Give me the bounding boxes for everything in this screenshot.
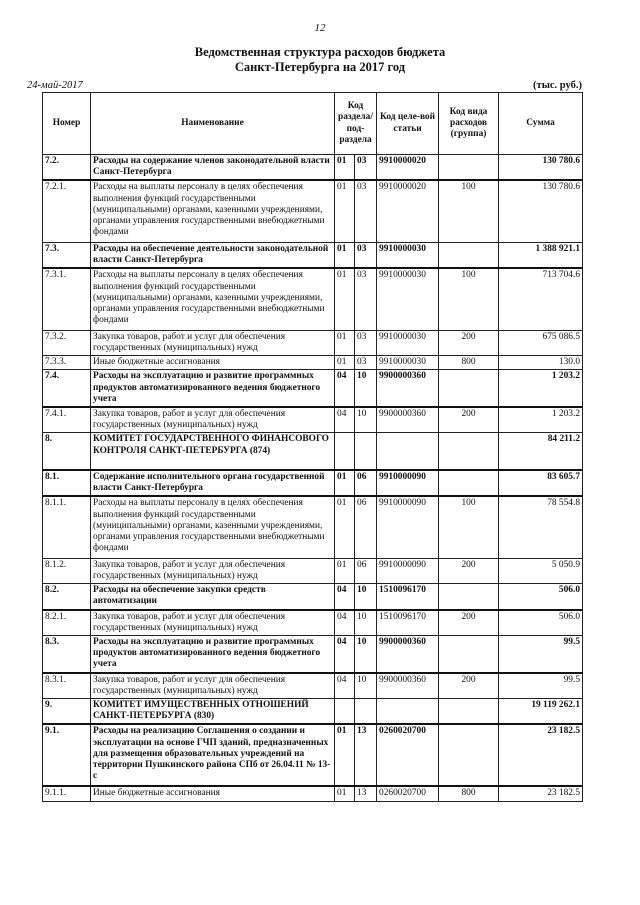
document-title xyxy=(0,45,640,75)
row-section: 01 xyxy=(335,356,355,370)
row-number: 8.3.1. xyxy=(43,673,91,699)
row-name: Расходы на эксплуатацию и развитие программных продуктов автоматизированного ведения бюджетного учета xyxy=(91,370,335,407)
row-article-code: 1510096170 xyxy=(377,584,439,610)
row-expense-type: 200 xyxy=(439,407,499,433)
row-section: 04 xyxy=(335,673,355,699)
row-name: Расходы на содержание членов законодательной власти Санкт-Петербурга xyxy=(91,155,335,181)
row-number: 8.3. xyxy=(43,636,91,673)
table-row xyxy=(43,330,583,355)
row-sum: 130.0 xyxy=(499,356,583,370)
row-name: Содержание исполнительного органа государственной власти Санкт-Петербурга xyxy=(91,470,335,496)
row-expense-type xyxy=(439,155,499,181)
row-name: Расходы на реализацию Соглашения о создании и эксплуатации на основе ГЧП зданий, предназначенных для размещения образовательных учреждений на территории Пушкинского района СПб от 26.04.11 № 13-с xyxy=(91,724,335,786)
row-subsection: 13 xyxy=(355,786,377,801)
row-article-code: 9910000030 xyxy=(377,268,439,330)
row-article-code xyxy=(377,699,439,725)
row-sum: 130 780.6 xyxy=(499,180,583,242)
row-subsection: 13 xyxy=(355,724,377,786)
row-article-code: 9910000020 xyxy=(377,155,439,181)
table-row xyxy=(43,673,583,699)
row-subsection xyxy=(355,433,377,470)
row-section: 01 xyxy=(335,558,355,583)
row-expense-type xyxy=(439,636,499,673)
row-article-code: 9910000090 xyxy=(377,470,439,496)
row-article-code: 9910000020 xyxy=(377,180,439,242)
row-sum: 23 182.5 xyxy=(499,724,583,786)
header-name: Наименование xyxy=(91,93,335,155)
row-sum: 23 182.5 xyxy=(499,786,583,801)
row-article-code: 9910000030 xyxy=(377,356,439,370)
row-number: 7.3.2. xyxy=(43,330,91,355)
row-number: 9. xyxy=(43,699,91,725)
row-number: 7.4. xyxy=(43,370,91,407)
table-row xyxy=(43,370,583,407)
row-subsection: 03 xyxy=(355,356,377,370)
row-section: 01 xyxy=(335,786,355,801)
row-subsection: 03 xyxy=(355,242,377,268)
row-article-code: 0260020700 xyxy=(377,786,439,801)
row-article-code: 9900000360 xyxy=(377,636,439,673)
table-row xyxy=(43,699,583,725)
table-body xyxy=(43,155,583,802)
row-name: Иные бюджетные ассигнования xyxy=(91,356,335,370)
row-subsection: 03 xyxy=(355,180,377,242)
row-number: 8.1. xyxy=(43,470,91,496)
row-name: Расходы на обеспечение деятельности законодательной власти Санкт-Петербурга xyxy=(91,242,335,268)
table-row xyxy=(43,470,583,496)
row-subsection xyxy=(355,699,377,725)
row-name: Иные бюджетные ассигнования xyxy=(91,786,335,801)
row-expense-type: 100 xyxy=(439,180,499,242)
row-sum: 1 203.2 xyxy=(499,370,583,407)
table-row xyxy=(43,558,583,583)
budget-table xyxy=(42,92,583,802)
row-subsection: 06 xyxy=(355,496,377,558)
row-section xyxy=(335,433,355,470)
row-sum: 99.5 xyxy=(499,673,583,699)
table-row xyxy=(43,356,583,370)
row-subsection: 10 xyxy=(355,610,377,636)
row-expense-type xyxy=(439,242,499,268)
header-article: Код целе-вой статьи xyxy=(377,93,439,155)
row-expense-type xyxy=(439,433,499,470)
header-section: Код раздела/ под-раздела xyxy=(335,93,377,155)
row-expense-type: 200 xyxy=(439,673,499,699)
row-name: Закупка товаров, работ и услуг для обеспечения государственных (муниципальных) нужд xyxy=(91,673,335,699)
row-article-code: 1510096170 xyxy=(377,610,439,636)
row-expense-type xyxy=(439,724,499,786)
row-sum: 675 086.5 xyxy=(499,330,583,355)
table-row xyxy=(43,407,583,433)
row-number: 7.2. xyxy=(43,155,91,181)
table-row xyxy=(43,786,583,801)
row-expense-type: 200 xyxy=(439,610,499,636)
row-number: 7.3.3. xyxy=(43,356,91,370)
row-number: 8.2. xyxy=(43,584,91,610)
row-expense-type xyxy=(439,470,499,496)
row-number: 8.2.1. xyxy=(43,610,91,636)
table-row xyxy=(43,636,583,673)
title-line-2: Санкт-Петербурга на 2017 год xyxy=(234,60,406,74)
table-row xyxy=(43,268,583,330)
row-subsection: 06 xyxy=(355,558,377,583)
table-row xyxy=(43,584,583,610)
row-expense-type: 200 xyxy=(439,330,499,355)
table-row xyxy=(43,610,583,636)
row-name: Расходы на выплаты персоналу в целях обеспечения выполнения функций государственными (муниципальными) органами, казенными учреждениями, органами управления государственными внебюджетными фондами xyxy=(91,180,335,242)
row-sum: 713 704.6 xyxy=(499,268,583,330)
header-expense-type: Код вида расходов (группа) xyxy=(439,93,499,155)
row-sum: 84 211.2 xyxy=(499,433,583,470)
table-header-row xyxy=(43,93,583,155)
row-sum: 5 050.9 xyxy=(499,558,583,583)
row-section xyxy=(335,699,355,725)
row-subsection: 10 xyxy=(355,407,377,433)
row-article-code: 9900000360 xyxy=(377,407,439,433)
row-expense-type: 100 xyxy=(439,496,499,558)
row-section: 01 xyxy=(335,470,355,496)
row-subsection: 03 xyxy=(355,330,377,355)
row-sum: 130 780.6 xyxy=(499,155,583,181)
row-number: 8.1.1. xyxy=(43,496,91,558)
title-line-1: Ведомственная структура расходов бюджета xyxy=(194,45,446,59)
row-section: 04 xyxy=(335,610,355,636)
row-section: 04 xyxy=(335,584,355,610)
row-section: 01 xyxy=(335,330,355,355)
row-expense-type: 200 xyxy=(439,558,499,583)
row-article-code: 9910000090 xyxy=(377,558,439,583)
row-name: КОМИТЕТ ГОСУДАРСТВЕННОГО ФИНАНСОВОГО КОНТРОЛЯ САНКТ-ПЕТЕРБУРГА (874) xyxy=(91,433,335,470)
row-article-code: 9900000360 xyxy=(377,370,439,407)
row-name: Закупка товаров, работ и услуг для обеспечения государственных (муниципальных) нужд xyxy=(91,330,335,355)
row-number: 7.3.1. xyxy=(43,268,91,330)
row-article-code: 9910000030 xyxy=(377,330,439,355)
row-article-code: 9910000090 xyxy=(377,496,439,558)
table-row xyxy=(43,724,583,786)
row-expense-type: 800 xyxy=(439,786,499,801)
table-row xyxy=(43,180,583,242)
table-row xyxy=(43,155,583,181)
row-number: 9.1.1. xyxy=(43,786,91,801)
row-sum: 78 554.8 xyxy=(499,496,583,558)
row-expense-type xyxy=(439,699,499,725)
row-subsection: 10 xyxy=(355,370,377,407)
row-subsection: 10 xyxy=(355,636,377,673)
header-sum: Сумма xyxy=(499,93,583,155)
row-section: 01 xyxy=(335,242,355,268)
row-sum: 506.0 xyxy=(499,584,583,610)
row-section: 04 xyxy=(335,370,355,407)
row-section: 01 xyxy=(335,496,355,558)
table-row xyxy=(43,496,583,558)
row-article-code xyxy=(377,433,439,470)
row-name: КОМИТЕТ ИМУЩЕСТВЕННЫХ ОТНОШЕНИЙ САНКТ-ПЕТЕРБУРГА (830) xyxy=(91,699,335,725)
row-subsection: 10 xyxy=(355,673,377,699)
row-name: Закупка товаров, работ и услуг для обеспечения государственных (муниципальных) нужд xyxy=(91,610,335,636)
row-expense-type: 800 xyxy=(439,356,499,370)
row-subsection: 03 xyxy=(355,155,377,181)
row-sum: 1 388 921.1 xyxy=(499,242,583,268)
row-expense-type: 100 xyxy=(439,268,499,330)
document-date: 24-май-2017 xyxy=(27,80,83,91)
row-expense-type xyxy=(439,584,499,610)
row-section: 04 xyxy=(335,636,355,673)
row-subsection: 06 xyxy=(355,470,377,496)
table-row xyxy=(43,433,583,470)
row-number: 7.4.1. xyxy=(43,407,91,433)
row-section: 01 xyxy=(335,180,355,242)
row-name: Расходы на эксплуатацию и развитие программных продуктов автоматизированного ведения бюджетного учета xyxy=(91,636,335,673)
row-article-code: 0260020700 xyxy=(377,724,439,786)
row-article-code: 9910000030 xyxy=(377,242,439,268)
row-number: 7.2.1. xyxy=(43,180,91,242)
row-number: 9.1. xyxy=(43,724,91,786)
row-section: 04 xyxy=(335,407,355,433)
header-number: Номер xyxy=(43,93,91,155)
row-section: 01 xyxy=(335,268,355,330)
table-row xyxy=(43,242,583,268)
row-sum: 83 605.7 xyxy=(499,470,583,496)
page-number: 12 xyxy=(314,22,326,34)
row-number: 7.3. xyxy=(43,242,91,268)
row-number: 8.1.2. xyxy=(43,558,91,583)
row-expense-type xyxy=(439,370,499,407)
row-name: Закупка товаров, работ и услуг для обеспечения государственных (муниципальных) нужд xyxy=(91,558,335,583)
row-subsection: 03 xyxy=(355,268,377,330)
units-label: (тыс. руб.) xyxy=(533,80,582,91)
row-name: Расходы на выплаты персоналу в целях обеспечения выполнения функций государственными (муниципальными) органами, казенными учреждениями, органами управления государственными внебюджетными фондами xyxy=(91,496,335,558)
row-section: 01 xyxy=(335,724,355,786)
row-number: 8. xyxy=(43,433,91,470)
row-name: Расходы на обеспечение закупки средств автоматизации xyxy=(91,584,335,610)
row-article-code: 9900000360 xyxy=(377,673,439,699)
row-name: Закупка товаров, работ и услуг для обеспечения государственных (муниципальных) нужд xyxy=(91,407,335,433)
row-name: Расходы на выплаты персоналу в целях обеспечения выполнения функций государственными (муниципальными) органами, казенными учреждениями, органами управления государственными внебюджетными фондами xyxy=(91,268,335,330)
row-subsection: 10 xyxy=(355,584,377,610)
row-section: 01 xyxy=(335,155,355,181)
row-sum: 506.0 xyxy=(499,610,583,636)
row-sum: 99.5 xyxy=(499,636,583,673)
row-sum: 19 119 262.1 xyxy=(499,699,583,725)
row-sum: 1 203.2 xyxy=(499,407,583,433)
